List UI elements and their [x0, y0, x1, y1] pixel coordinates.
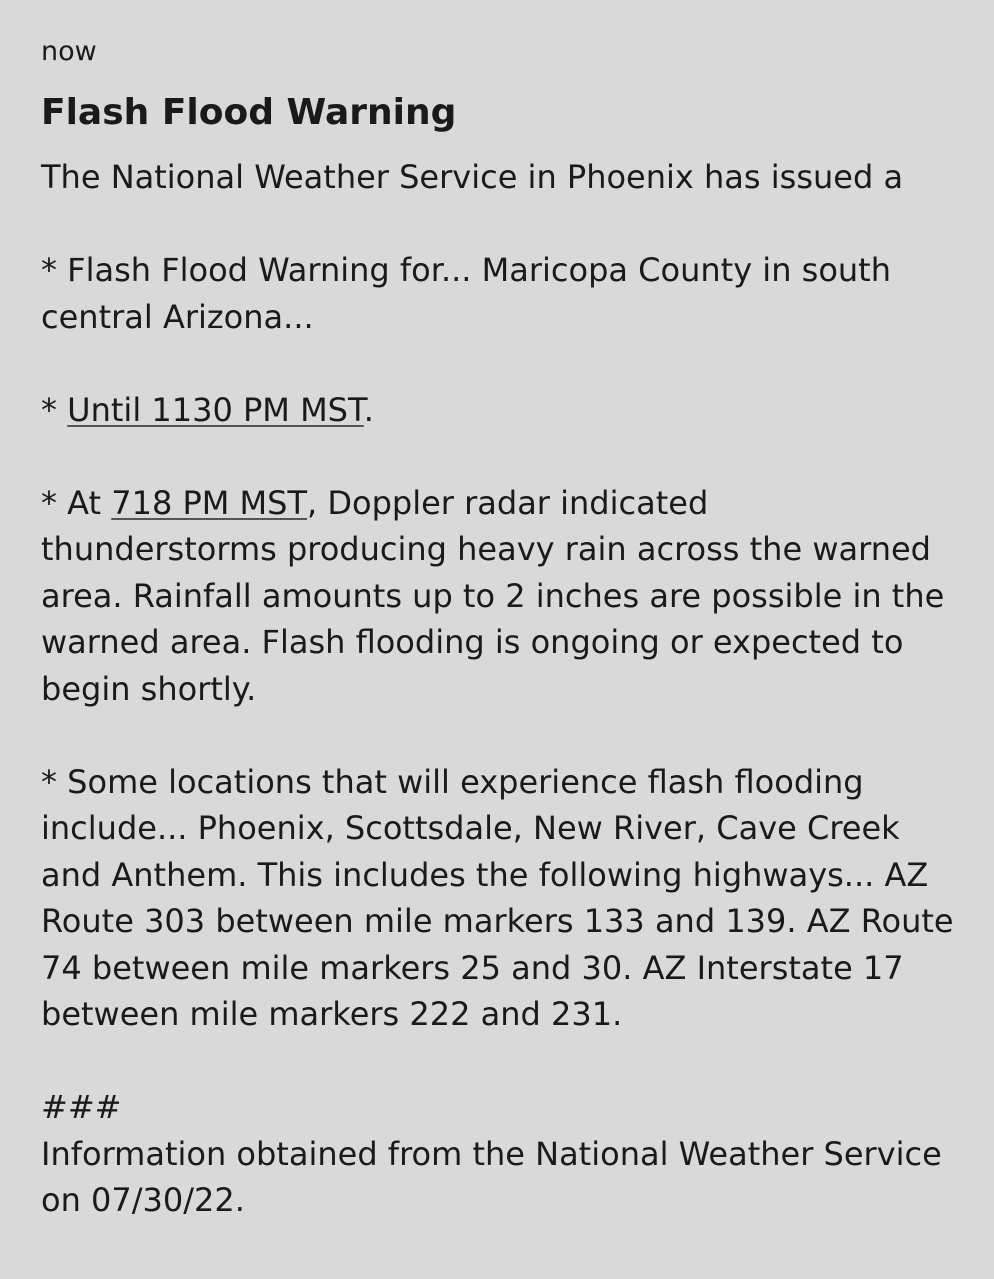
alert-end-marker: ### — [41, 1088, 122, 1126]
radar-prefix: * At — [41, 483, 112, 522]
alert-warning-for: * Flash Flood Warning for... Maricopa County in south central Arizona... — [41, 251, 891, 336]
until-time-link[interactable]: Until 1130 PM MST — [67, 390, 364, 429]
alert-source: Information obtained from the National Weather Service on 07/30/22. — [41, 1134, 942, 1219]
alert-radar-details — [41, 480, 954, 713]
alert-intro: The National Weather Service in Phoenix has issued a — [41, 158, 904, 196]
alert-until — [41, 387, 954, 434]
radar-text: , Doppler radar indicated thunderstorms producing heavy rain across the warned area. Rainfall amounts up to 2 inches are possible in the warned area. Flash flooding is ongoing or expected to begin shortly. — [41, 483, 945, 708]
alert-body — [41, 154, 954, 1224]
radar-time-link[interactable]: 718 PM MST — [111, 483, 308, 522]
alert-title: Flash Flood Warning — [41, 92, 457, 133]
alert-timestamp: now — [41, 36, 97, 67]
alert-locations: * Some locations that will experience flash flooding include... Phoenix, Scottsdale, New River, Cave Creek and Anthem. This includes the following highways... AZ Route 303 between mile markers 133 and 139. AZ Route 74 between mile markers 25 and 30. AZ Interstate 17 between mile markers 222 and 231. — [41, 762, 954, 1033]
until-suffix: . — [363, 390, 374, 429]
until-prefix: * — [41, 390, 68, 429]
